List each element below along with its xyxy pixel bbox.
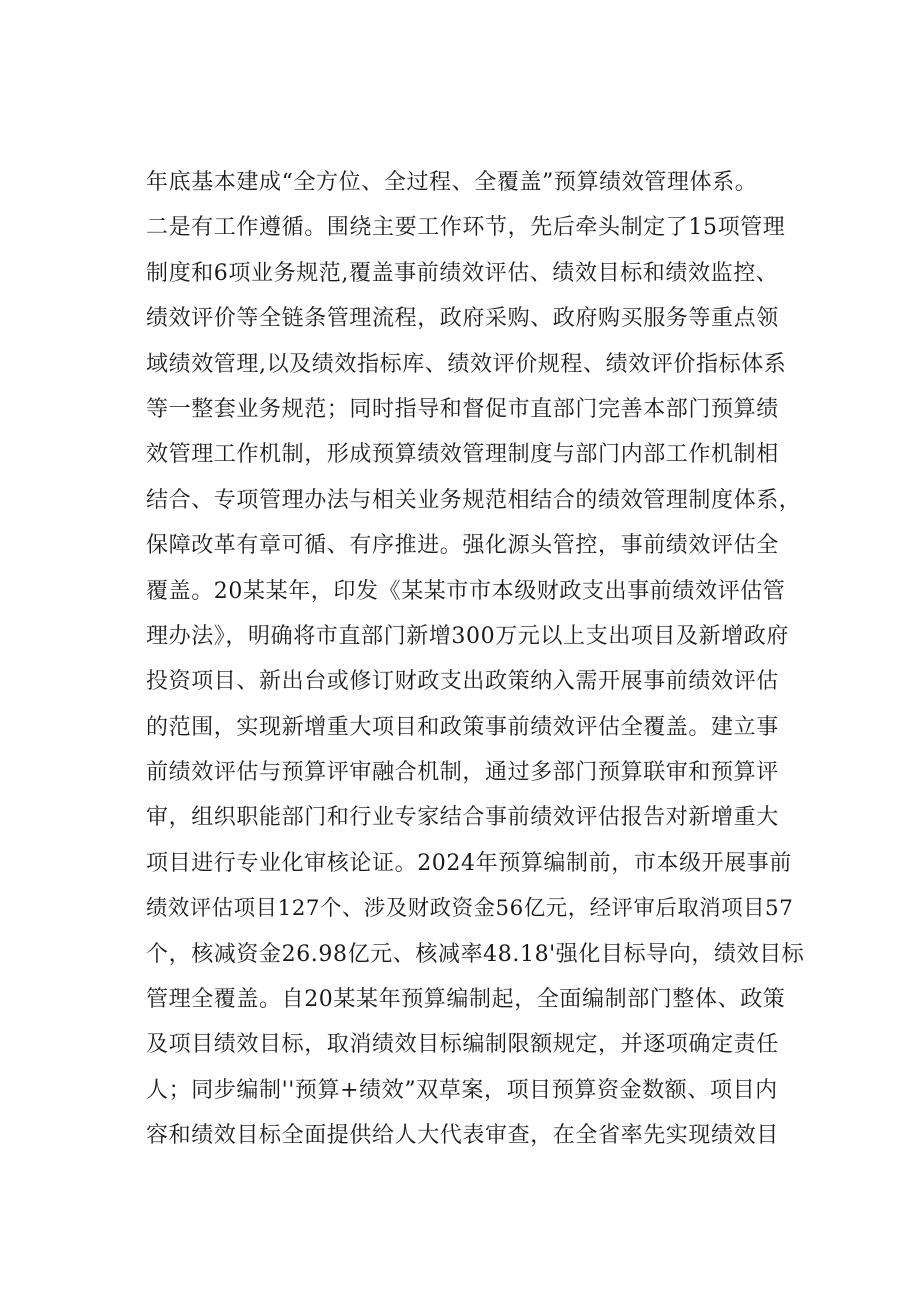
text-line: 审，组织职能部门和行业专家结合事前绩效评估报告对新增重大 — [146, 805, 779, 831]
text-line: 二是有工作遵循。围绕主要工作环节，先后牵头制定了15项管理 — [146, 215, 786, 241]
text-line: 等一整套业务规范；同时指导和督促市直部门完善本部门预算绩 — [146, 396, 779, 422]
text-line: 的范围，实现新增重大项目和政策事前绩效评估全覆盖。建立事 — [146, 714, 779, 740]
text-line: 制度和6项业务规范,覆盖事前绩效评估、绩效目标和绩效监控、 — [146, 260, 779, 286]
text-line: 绩效评价等全链条管理流程，政府采购、政府购买服务等重点领 — [146, 306, 779, 332]
text-line: 结合、专项管理办法与相关业务规范相结合的绩效管理制度体系， — [146, 487, 802, 513]
text-line: 项目进行专业化审核论证。2024年预算编制前，市本级开展事前 — [146, 850, 792, 876]
text-line: 年底基本建成“全方位、全过程、全覆盖”预算绩效管理体系。 — [146, 170, 758, 195]
text-line: 理办法》，明确将市直部门新增300万元以上支出项目及新增政府 — [146, 623, 789, 649]
text-line: 覆盖。20某某年，印发《某某市市本级财政支出事前绩效评估管 — [146, 578, 786, 604]
text-line: 容和绩效目标全面提供给人大代表审查，在全省率先实现绩效目 — [146, 1123, 779, 1149]
text-line: 及项目绩效目标，取消绩效目标编制限额规定，并逐项确定责任 — [146, 1032, 779, 1058]
text-line: 绩效评估项目127个、涉及财政资金56亿元，经评审后取消项目57 — [146, 896, 794, 922]
text-line: 人；同步编制''预算+绩效”双草案，项目预算资金数额、项目内 — [146, 1077, 778, 1103]
body-text — [146, 160, 806, 1159]
text-line: 前绩效评估与预算评审融合机制，通过多部门预算联审和预算评 — [146, 760, 779, 786]
text-line: 效管理工作机制，形成预算绩效管理制度与部门内部工作机制相 — [146, 442, 779, 468]
text-line: 保障改革有章可循、有序推进。强化源头管控，事前绩效评估全 — [146, 533, 779, 559]
text-line: 域绩效管理,以及绩效指标库、绩效评价规程、绩效评价指标体系 — [146, 351, 787, 377]
text-line: 管理全覆盖。自20某某年预算编制起，全面编制部门整体、政策 — [146, 987, 786, 1013]
text-line: 投资项目、新出台或修订财政支出政策纳入需开展事前绩效评估 — [146, 669, 779, 695]
text-line: 个，核减资金26.98亿元、核减率48.18'强化目标导向，绩效目标 — [146, 941, 805, 967]
